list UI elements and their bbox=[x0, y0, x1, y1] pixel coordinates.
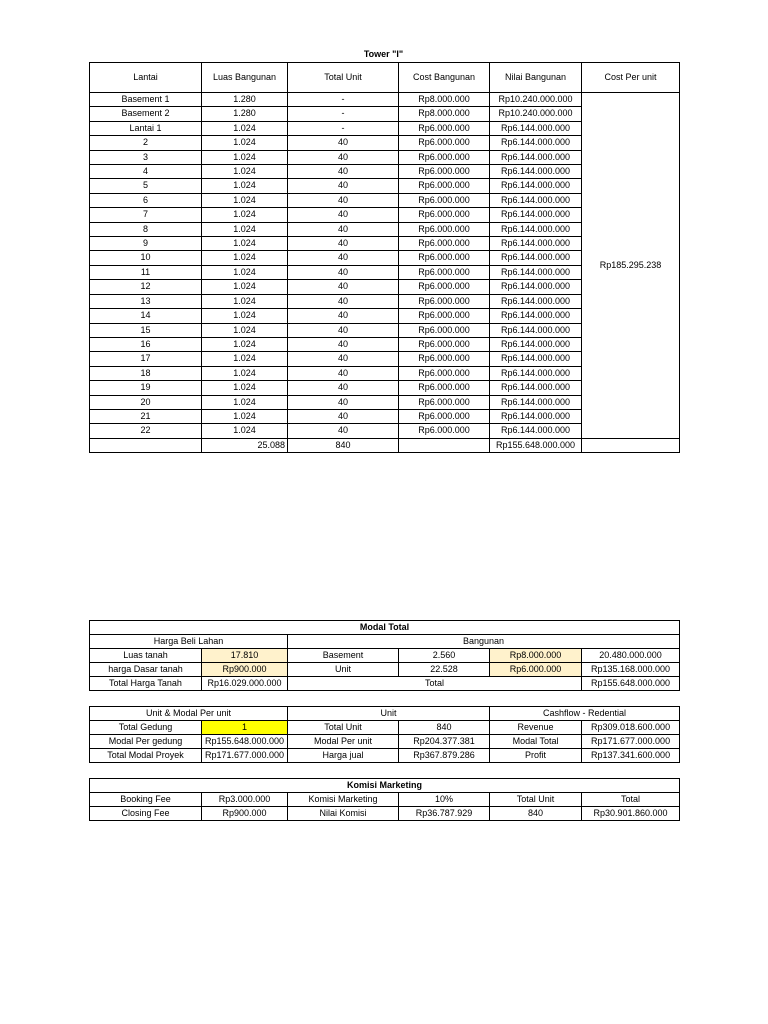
unit-header: Unit bbox=[288, 707, 490, 721]
profit-value: Rp137.341.600.000 bbox=[582, 749, 680, 763]
nilai-cell: Rp6.144.000.000 bbox=[490, 323, 582, 337]
tower-header-row bbox=[90, 63, 680, 93]
basement-cost: Rp8.000.000 bbox=[490, 649, 582, 663]
cost-cell: Rp6.000.000 bbox=[399, 193, 490, 207]
unit-cell: 40 bbox=[288, 136, 399, 150]
unit-cell: 40 bbox=[288, 323, 399, 337]
cost-cell: Rp6.000.000 bbox=[399, 265, 490, 279]
cost-cell: Rp6.000.000 bbox=[399, 251, 490, 265]
modal-per-gedung-label: Modal Per gedung bbox=[90, 735, 202, 749]
komisi-total-unit-label: Total Unit bbox=[490, 793, 582, 807]
luas-cell: 1.024 bbox=[202, 208, 288, 222]
lantai-cell: 21 bbox=[90, 409, 202, 423]
lantai-cell: 11 bbox=[90, 265, 202, 279]
unit-modal-row bbox=[90, 749, 680, 763]
total-blank-2 bbox=[399, 438, 490, 452]
unit-cell: 40 bbox=[288, 309, 399, 323]
luas-cell: 1.024 bbox=[202, 409, 288, 423]
profit-label: Profit bbox=[490, 749, 582, 763]
nilai-cell: Rp6.144.000.000 bbox=[490, 179, 582, 193]
tower-row bbox=[90, 93, 680, 107]
nilai-cell: Rp6.144.000.000 bbox=[490, 366, 582, 380]
cost-cell: Rp6.000.000 bbox=[399, 381, 490, 395]
header-cost-per-unit: Cost Per unit bbox=[582, 63, 680, 93]
nilai-cell: Rp6.144.000.000 bbox=[490, 309, 582, 323]
lantai-cell: 15 bbox=[90, 323, 202, 337]
modal-total-table bbox=[89, 620, 680, 691]
lantai-cell: Basement 1 bbox=[90, 93, 202, 107]
komisi-total-unit-value: 840 bbox=[490, 807, 582, 821]
tower-total-row bbox=[90, 438, 680, 452]
unit-cell: 40 bbox=[288, 165, 399, 179]
komisi-total-value: Rp30.901.860.000 bbox=[582, 807, 680, 821]
luas-cell: 1.024 bbox=[202, 193, 288, 207]
nilai-cell: Rp6.144.000.000 bbox=[490, 136, 582, 150]
komisi-title: Komisi Marketing bbox=[90, 779, 680, 793]
total-unit-label: Total Unit bbox=[288, 721, 399, 735]
unit-modal-table bbox=[89, 706, 680, 763]
luas-cell: 1.024 bbox=[202, 280, 288, 294]
lahan-header: Harga Beli Lahan bbox=[90, 635, 288, 649]
luas-cell: 1.024 bbox=[202, 352, 288, 366]
lantai-cell: 16 bbox=[90, 337, 202, 351]
nilai-cell: Rp6.144.000.000 bbox=[490, 150, 582, 164]
luas-cell: 1.024 bbox=[202, 222, 288, 236]
lantai-cell: 20 bbox=[90, 395, 202, 409]
luas-cell: 1.024 bbox=[202, 165, 288, 179]
lantai-cell: 22 bbox=[90, 424, 202, 438]
nilai-cell: Rp6.144.000.000 bbox=[490, 193, 582, 207]
lantai-cell: 18 bbox=[90, 366, 202, 380]
luas-cell: 1.024 bbox=[202, 323, 288, 337]
unit-cell: 40 bbox=[288, 409, 399, 423]
total-modal-proyek-value: Rp171.677.000.000 bbox=[202, 749, 288, 763]
unit-cell: 40 bbox=[288, 366, 399, 380]
nilai-cell: Rp6.144.000.000 bbox=[490, 381, 582, 395]
lantai-cell: 17 bbox=[90, 352, 202, 366]
luas-cell: 1.024 bbox=[202, 251, 288, 265]
komisi-marketing-value: 10% bbox=[399, 793, 490, 807]
unit-cell: 40 bbox=[288, 337, 399, 351]
lantai-cell: Basement 2 bbox=[90, 107, 202, 121]
luas-cell: 1.280 bbox=[202, 107, 288, 121]
luas-tanah-label: Luas tanah bbox=[90, 649, 202, 663]
nilai-cell: Rp6.144.000.000 bbox=[490, 409, 582, 423]
total-unit-value: 840 bbox=[399, 721, 490, 735]
total-luas: 25.088 bbox=[202, 438, 288, 452]
unit-modal-row bbox=[90, 735, 680, 749]
unit-total: Rp135.168.000.000 bbox=[582, 663, 680, 677]
nilai-cell: Rp6.144.000.000 bbox=[490, 395, 582, 409]
lantai-cell: 3 bbox=[90, 150, 202, 164]
cost-cell: Rp6.000.000 bbox=[399, 222, 490, 236]
cost-cell: Rp6.000.000 bbox=[399, 179, 490, 193]
luas-cell: 1.024 bbox=[202, 136, 288, 150]
cost-cell: Rp6.000.000 bbox=[399, 136, 490, 150]
harga-dasar-label: harga Dasar tanah bbox=[90, 663, 202, 677]
unit-cost: Rp6.000.000 bbox=[490, 663, 582, 677]
luas-cell: 1.024 bbox=[202, 366, 288, 380]
luas-cell: 1.024 bbox=[202, 424, 288, 438]
cost-cell: Rp6.000.000 bbox=[399, 280, 490, 294]
komisi-total-label: Total bbox=[582, 793, 680, 807]
luas-cell: 1.024 bbox=[202, 337, 288, 351]
nilai-cell: Rp6.144.000.000 bbox=[490, 424, 582, 438]
luas-cell: 1.024 bbox=[202, 237, 288, 251]
nilai-cell: Rp6.144.000.000 bbox=[490, 208, 582, 222]
komisi-row bbox=[90, 793, 680, 807]
basement-total: 20.480.000.000 bbox=[582, 649, 680, 663]
cost-cell: Rp6.000.000 bbox=[399, 395, 490, 409]
lantai-cell: 7 bbox=[90, 208, 202, 222]
nilai-cell: Rp6.144.000.000 bbox=[490, 237, 582, 251]
cost-cell: Rp6.000.000 bbox=[399, 150, 490, 164]
luas-cell: 1.024 bbox=[202, 309, 288, 323]
modal-total-value: Rp171.677.000.000 bbox=[582, 735, 680, 749]
nilai-cell: Rp6.144.000.000 bbox=[490, 251, 582, 265]
lantai-cell: 2 bbox=[90, 136, 202, 150]
lantai-cell: 8 bbox=[90, 222, 202, 236]
header-total-unit: Total Unit bbox=[288, 63, 399, 93]
bangunan-header: Bangunan bbox=[288, 635, 680, 649]
cost-cell: Rp6.000.000 bbox=[399, 409, 490, 423]
unit-modal-header: Unit & Modal Per unit bbox=[90, 707, 288, 721]
modal-per-unit-label: Modal Per unit bbox=[288, 735, 399, 749]
lantai-cell: 4 bbox=[90, 165, 202, 179]
revenue-value: Rp309.018.600.000 bbox=[582, 721, 680, 735]
cost-cell: Rp6.000.000 bbox=[399, 424, 490, 438]
unit-cell: - bbox=[288, 93, 399, 107]
total-blank-3 bbox=[582, 438, 680, 452]
header-nilai-bangunan: Nilai Bangunan bbox=[490, 63, 582, 93]
lantai-cell: 6 bbox=[90, 193, 202, 207]
lantai-cell: 5 bbox=[90, 179, 202, 193]
modal-per-unit-value: Rp204.377.381 bbox=[399, 735, 490, 749]
nilai-cell: Rp6.144.000.000 bbox=[490, 222, 582, 236]
total-blank-1 bbox=[90, 438, 202, 452]
bangunan-total-value: Rp155.648.000.000 bbox=[582, 677, 680, 691]
cost-cell: Rp6.000.000 bbox=[399, 237, 490, 251]
nilai-cell: Rp6.144.000.000 bbox=[490, 352, 582, 366]
lantai-cell: 12 bbox=[90, 280, 202, 294]
lantai-cell: 13 bbox=[90, 294, 202, 308]
unit-cell: 40 bbox=[288, 352, 399, 366]
total-modal-proyek-label: Total Modal Proyek bbox=[90, 749, 202, 763]
nilai-cell: Rp6.144.000.000 bbox=[490, 280, 582, 294]
tower-title: Tower "I" bbox=[363, 49, 404, 59]
unit-cell: 40 bbox=[288, 237, 399, 251]
lantai-cell: 9 bbox=[90, 237, 202, 251]
unit-cell: 40 bbox=[288, 222, 399, 236]
nilai-cell: Rp6.144.000.000 bbox=[490, 121, 582, 135]
basement-label: Basement bbox=[288, 649, 399, 663]
unit-cell: 40 bbox=[288, 381, 399, 395]
tower-table bbox=[89, 62, 680, 453]
unit-cell: - bbox=[288, 121, 399, 135]
cost-cell: Rp6.000.000 bbox=[399, 165, 490, 179]
cost-cell: Rp6.000.000 bbox=[399, 337, 490, 351]
nilai-cell: Rp6.144.000.000 bbox=[490, 165, 582, 179]
basement-luas: 2.560 bbox=[399, 649, 490, 663]
unit-cell: 40 bbox=[288, 208, 399, 222]
luas-cell: 1.024 bbox=[202, 395, 288, 409]
cashflow-header: Cashflow - Redential bbox=[490, 707, 680, 721]
cost-cell: Rp6.000.000 bbox=[399, 352, 490, 366]
harga-jual-label: Harga jual bbox=[288, 749, 399, 763]
cost-cell: Rp8.000.000 bbox=[399, 93, 490, 107]
cost-cell: Rp8.000.000 bbox=[399, 107, 490, 121]
unit-cell: 40 bbox=[288, 193, 399, 207]
unit-cell: 40 bbox=[288, 395, 399, 409]
total-unit: 840 bbox=[288, 438, 399, 452]
unit-cell: 40 bbox=[288, 294, 399, 308]
modal-per-gedung-value: Rp155.648.000.000 bbox=[202, 735, 288, 749]
unit-cell: 40 bbox=[288, 424, 399, 438]
unit-cell: 40 bbox=[288, 280, 399, 294]
total-harga-tanah-value: Rp16.029.000.000 bbox=[202, 677, 288, 691]
nilai-cell: Rp6.144.000.000 bbox=[490, 265, 582, 279]
unit-cell: 40 bbox=[288, 251, 399, 265]
luas-tanah-value: 17.810 bbox=[202, 649, 288, 663]
lantai-cell: Lantai 1 bbox=[90, 121, 202, 135]
total-nilai: Rp155.648.000.000 bbox=[490, 438, 582, 452]
cost-cell: Rp6.000.000 bbox=[399, 309, 490, 323]
cost-cell: Rp6.000.000 bbox=[399, 121, 490, 135]
komisi-table bbox=[89, 778, 680, 821]
total-harga-tanah-label: Total Harga Tanah bbox=[90, 677, 202, 691]
unit-cell: 40 bbox=[288, 265, 399, 279]
komisi-marketing-label: Komisi Marketing bbox=[288, 793, 399, 807]
nilai-cell: Rp6.144.000.000 bbox=[490, 337, 582, 351]
cost-per-unit-value: Rp185.295.238 bbox=[582, 93, 680, 439]
komisi-row bbox=[90, 807, 680, 821]
luas-cell: 1.024 bbox=[202, 150, 288, 164]
cost-cell: Rp6.000.000 bbox=[399, 208, 490, 222]
lantai-cell: 14 bbox=[90, 309, 202, 323]
luas-cell: 1.024 bbox=[202, 121, 288, 135]
lantai-cell: 10 bbox=[90, 251, 202, 265]
lantai-cell: 19 bbox=[90, 381, 202, 395]
nilai-komisi-label: Nilai Komisi bbox=[288, 807, 399, 821]
luas-cell: 1.024 bbox=[202, 179, 288, 193]
cost-cell: Rp6.000.000 bbox=[399, 323, 490, 337]
unit-cell: 40 bbox=[288, 179, 399, 193]
harga-jual-value: Rp367.879.286 bbox=[399, 749, 490, 763]
closing-fee-value: Rp900.000 bbox=[202, 807, 288, 821]
unit-label: Unit bbox=[288, 663, 399, 677]
cost-cell: Rp6.000.000 bbox=[399, 366, 490, 380]
unit-luas: 22.528 bbox=[399, 663, 490, 677]
header-luas-bangunan: Luas Bangunan bbox=[202, 63, 288, 93]
modal-title: Modal Total bbox=[90, 621, 680, 635]
header-cost-bangunan: Cost Bangunan bbox=[399, 63, 490, 93]
nilai-cell: Rp6.144.000.000 bbox=[490, 294, 582, 308]
booking-fee-value: Rp3.000.000 bbox=[202, 793, 288, 807]
luas-cell: 1.024 bbox=[202, 294, 288, 308]
harga-dasar-value: Rp900.000 bbox=[202, 663, 288, 677]
luas-cell: 1.024 bbox=[202, 381, 288, 395]
modal-total-label: Modal Total bbox=[490, 735, 582, 749]
unit-cell: 40 bbox=[288, 150, 399, 164]
total-gedung-label: Total Gedung bbox=[90, 721, 202, 735]
revenue-label: Revenue bbox=[490, 721, 582, 735]
unit-cell: - bbox=[288, 107, 399, 121]
luas-cell: 1.280 bbox=[202, 93, 288, 107]
nilai-cell: Rp10.240.000.000 bbox=[490, 93, 582, 107]
bangunan-total-label: Total bbox=[288, 677, 582, 691]
nilai-cell: Rp10.240.000.000 bbox=[490, 107, 582, 121]
luas-cell: 1.024 bbox=[202, 265, 288, 279]
booking-fee-label: Booking Fee bbox=[90, 793, 202, 807]
cost-cell: Rp6.000.000 bbox=[399, 294, 490, 308]
header-lantai: Lantai bbox=[90, 63, 202, 93]
total-gedung-value: 1 bbox=[202, 721, 288, 735]
nilai-komisi-value: Rp36.787.929 bbox=[399, 807, 490, 821]
unit-modal-row bbox=[90, 721, 680, 735]
closing-fee-label: Closing Fee bbox=[90, 807, 202, 821]
